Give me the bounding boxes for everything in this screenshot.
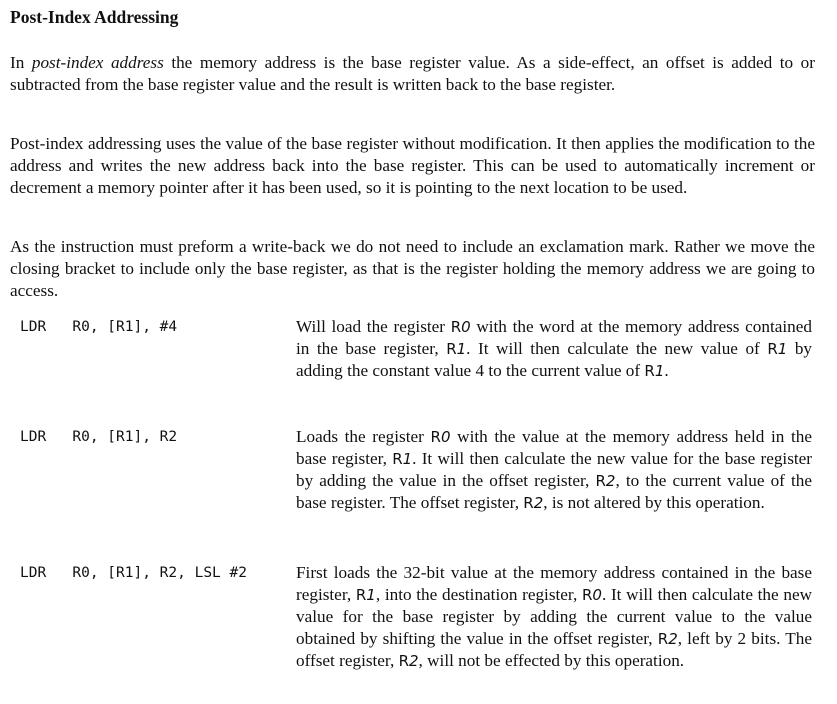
register-name: R0 (450, 318, 471, 336)
text-run: by adding the constant value 4 to the current value of (296, 339, 813, 380)
paragraph-usage (10, 133, 815, 199)
example-description (296, 426, 812, 514)
emphasis-text: post-index address (31, 53, 164, 72)
code-example: LDR R0, [R1], R2 (20, 429, 178, 445)
register-name: R1 (392, 450, 413, 468)
register-name: R2 (595, 472, 616, 490)
register-name: R2 (398, 652, 419, 670)
register-name: R0 (581, 586, 602, 604)
text-run: , into the destination register, (375, 585, 582, 604)
code-example: LDR R0, [R1], #4 (20, 319, 178, 335)
text-run: As the instruction must preform a write-back we do not need to include an exclamation mark. Rather we move the closing bracket to include only the base register, as that is the register holding the memory address we are going to access. (10, 237, 815, 300)
text-run: with the word at the memory address contained in the base register, (296, 317, 812, 358)
text-run: . (664, 361, 669, 380)
register-name: R1 (767, 340, 788, 358)
text-run: , left by 2 bits. The offset register, (296, 629, 812, 670)
text-run: . It will then calculate the new value for the base register by adding the current value to the value obtained by shifting the value in the offset register, (296, 585, 812, 648)
text-run: . It will then calculate the new value for the base register by adding the value in the offset register, (296, 449, 813, 490)
example-description (296, 316, 812, 382)
text-run: , will not be effected by this operation. (418, 651, 685, 670)
text-run: Loads the register (296, 427, 431, 446)
text-run: Post-index addressing uses the value of the base register without modification. It then applies the modification to the address and writes the new address back into the base register. This can be used to automatically increment or decrement a memory pointer after it has been used, so it is pointing to the next location to be used. (10, 134, 815, 197)
text-run: . It will then calculate the new value of (466, 339, 768, 358)
register-name: R2 (523, 494, 544, 512)
register-name: R2 (657, 630, 678, 648)
register-name: R1 (644, 362, 665, 380)
text-run: , is not altered by this operation. (543, 493, 765, 512)
register-name: R1 (355, 586, 376, 604)
example-description (296, 562, 812, 672)
text-run: Will load the register (296, 317, 451, 336)
text-run: In (10, 53, 32, 72)
paragraph-writeback (10, 236, 815, 302)
register-name: R0 (430, 428, 451, 446)
register-name: R1 (446, 340, 467, 358)
section-heading: Post-Index Addressing (10, 7, 179, 27)
text-run: First loads the 32-bit value at the memory address contained in the base register, (296, 563, 812, 604)
text-run: the memory address is the base register value. As a side-effect, an offset is added to or subtracted from the base register value and the result is written back to the base register. (10, 53, 815, 94)
paragraph-intro (10, 52, 815, 96)
code-example: LDR R0, [R1], R2, LSL #2 (20, 565, 247, 581)
text-run: with the value at the memory address held in the base register, (296, 427, 812, 468)
text-run: , to the current value of the base register. The offset register, (296, 471, 812, 512)
